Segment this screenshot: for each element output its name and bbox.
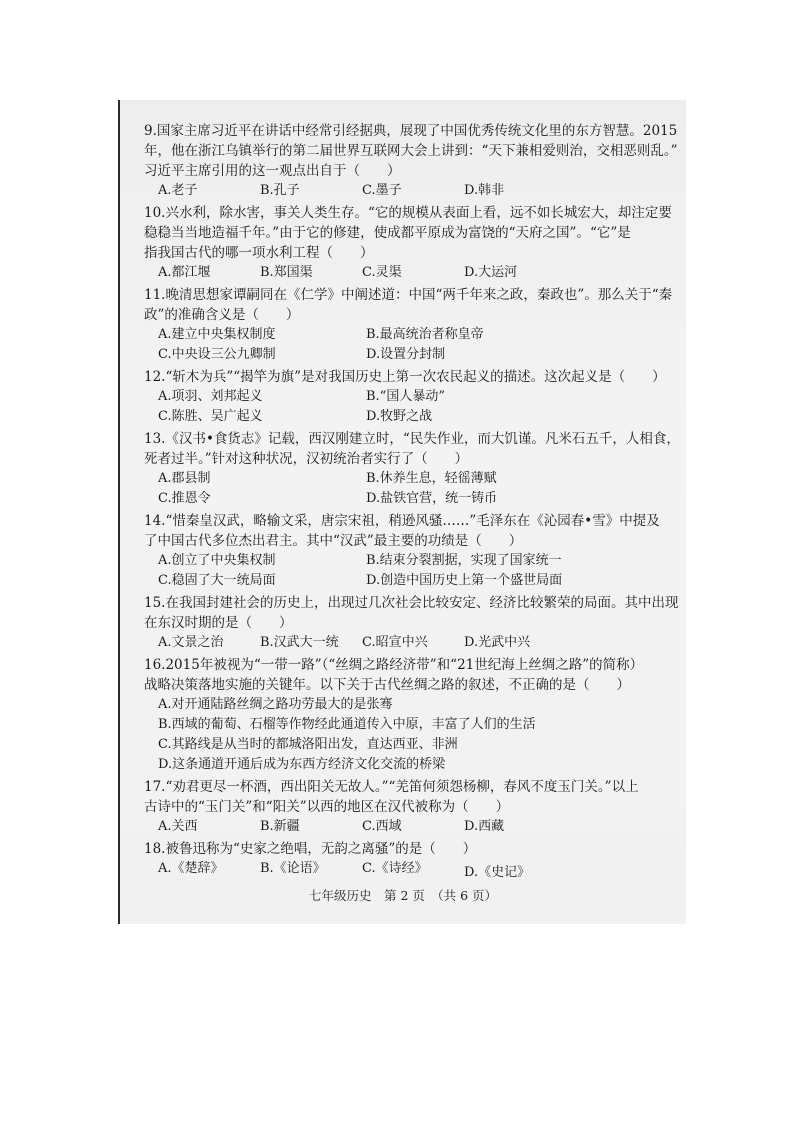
question-12-option-d: D.牧野之战 [366, 409, 433, 424]
question-18-option-a: A.《楚辞》 [158, 861, 224, 876]
question-14-option-b: B.结束分裂割据，实现了国家统一 [366, 553, 562, 568]
question-9-option-c: C.墨子 [362, 183, 402, 198]
question-14-line-2: 了中国古代多位杰出君主。其中“汉武”最主要的功绩是（ ） [144, 533, 523, 549]
question-13-option-c: C.推恩令 [158, 491, 211, 506]
question-12-option-c: C.陈胜、吴广起义 [158, 409, 263, 424]
question-15-option-d: D.光武中兴 [464, 635, 531, 650]
question-9-option-d: D.韩非 [464, 183, 505, 198]
question-14-option-a: A.创立了中央集权制 [158, 553, 276, 568]
question-16-option-a: A.对开通陆路丝绸之路功劳最大的是张骞 [158, 697, 393, 712]
question-11-line-1: 11.晚清思想家谭嗣同在《仁学》中阐述道：中国“两千年来之政，秦政也”。那么关于“秦 [144, 287, 673, 303]
question-11-option-d: D.设置分封制 [366, 347, 446, 362]
question-17-option-a: A.关西 [158, 819, 198, 834]
question-13-line-2: 死者过半。”针对这种状况，汉初统治者实行了（ ） [144, 451, 469, 467]
question-16-option-d: D.这条通道开通后成为东西方经济文化交流的桥梁 [158, 757, 446, 772]
question-9-line-2: 年，他在浙江乌镇举行的第二届世界互联网大会上讲到：“天下兼相爱则治，交相恶则乱。” [144, 143, 678, 159]
question-10-line-2: 稳稳当当地造福千年。”由于它的修建，使成都平原成为富饶的“天府之国”。“它”是 [144, 225, 631, 241]
question-13-option-d: D.盐铁官营，统一铸币 [366, 491, 498, 506]
question-17-line-2: 古诗中的“玉门关”和“阳关”以西的地区在汉代被称为（ ） [144, 799, 510, 815]
question-11-option-b: B.最高统治者称皇帝 [366, 327, 484, 342]
question-15-option-c: C.昭宣中兴 [362, 635, 428, 650]
question-11-option-a: A.建立中央集权制度 [158, 327, 276, 342]
question-14-line-1: 14.“惜秦皇汉武，略输文采，唐宗宋祖，稍逊风骚……”毛泽东在《沁园春•雪》中提及 [144, 513, 660, 529]
question-11-line-2: 政”的准确含义是（ ） [144, 307, 300, 323]
scanned-exam-page [118, 100, 686, 924]
question-17-option-b: B.新疆 [260, 819, 300, 834]
question-9-option-a: A.老子 [158, 183, 198, 198]
question-18-option-d: D.《史记》 [464, 865, 531, 880]
question-15-option-b: B.汉武大一统 [260, 635, 339, 650]
question-17-option-c: C.西域 [362, 819, 402, 834]
question-16-line-1: 16.2015年被视为“一带一路”（“丝绸之路经济带”和“21世纪海上丝绸之路”的简称） [144, 657, 644, 673]
question-18-line-1: 18.被鲁迅称为“史家之绝唱，无韵之离骚”的是（ ） [144, 841, 477, 857]
question-15-line-1: 15.在我国封建社会的历史上，出现过几次社会比较安定、经济比较繁荣的局面。其中出现 [144, 595, 679, 611]
question-10-line-1: 10.兴水利，除水害，事关人类生存。“它的规模从表面上看，远不如长城宏大，却注定要 [144, 205, 672, 221]
question-13-line-1: 13.《汉书•食货志》记载，西汉刚建立时，“民失作业，而大饥谨。凡米石五千，人相食， [144, 431, 680, 447]
question-10-option-a: A.都江堰 [158, 265, 211, 280]
question-15-option-a: A.文景之治 [158, 635, 224, 650]
question-12-line-1: 12.“斩木为兵”“揭竿为旗”是对我国历史上第一次农民起义的描述。这次起义是（ ） [144, 369, 666, 385]
question-14-option-d: D.创造中国历史上第一个盛世局面 [366, 573, 563, 588]
page-footer: 七年级历史 第 2 页 （共 6 页） [308, 888, 498, 903]
question-11-option-c: C.中央设三公九卿制 [158, 347, 276, 362]
question-18-option-c: C.《诗经》 [362, 861, 428, 876]
question-17-line-1: 17.“劝君更尽一杯酒，西出阳关无故人。”“羌笛何须怨杨柳，春风不度玉门关。”以上 [144, 779, 639, 795]
question-16-line-2: 战略决策落地实施的关键年。以下关于古代丝绸之路的叙述，不正确的是（ ） [144, 677, 630, 693]
question-17-option-d: D.西藏 [464, 819, 505, 834]
question-10-option-c: C.灵渠 [362, 265, 402, 280]
question-16-option-b: B.西域的葡萄、石榴等作物经此通道传入中原，丰富了人们的生活 [158, 717, 536, 732]
question-9-line-1: 9.国家主席习近平在讲话中经常引经据典，展现了中国优秀传统文化里的东方智慧。2015 [144, 123, 678, 139]
question-10-option-d: D.大运河 [464, 265, 518, 280]
question-16-option-c: C.其路线是从当时的都城洛阳出发，直达西亚、非洲 [158, 737, 458, 752]
question-12-option-a: A.项羽、刘邦起义 [158, 389, 263, 404]
question-10-line-3: 指我国古代的哪一项水利工程（ ） [144, 245, 374, 261]
question-9-line-3: 习近平主席引用的这一观点出自于（ ） [144, 163, 401, 179]
question-13-option-a: A.郡县制 [158, 471, 211, 486]
question-9-option-b: B.孔子 [260, 183, 300, 198]
question-15-line-2: 在东汉时期的是（ ） [144, 615, 293, 631]
question-12-option-b: B.“国人暴动” [366, 389, 445, 404]
question-10-option-b: B.郑国渠 [260, 265, 313, 280]
question-13-option-b: B.休养生息，轻徭薄赋 [366, 471, 497, 486]
question-18-option-b: B.《论语》 [260, 861, 326, 876]
question-14-option-c: C.稳固了大一统局面 [158, 573, 276, 588]
